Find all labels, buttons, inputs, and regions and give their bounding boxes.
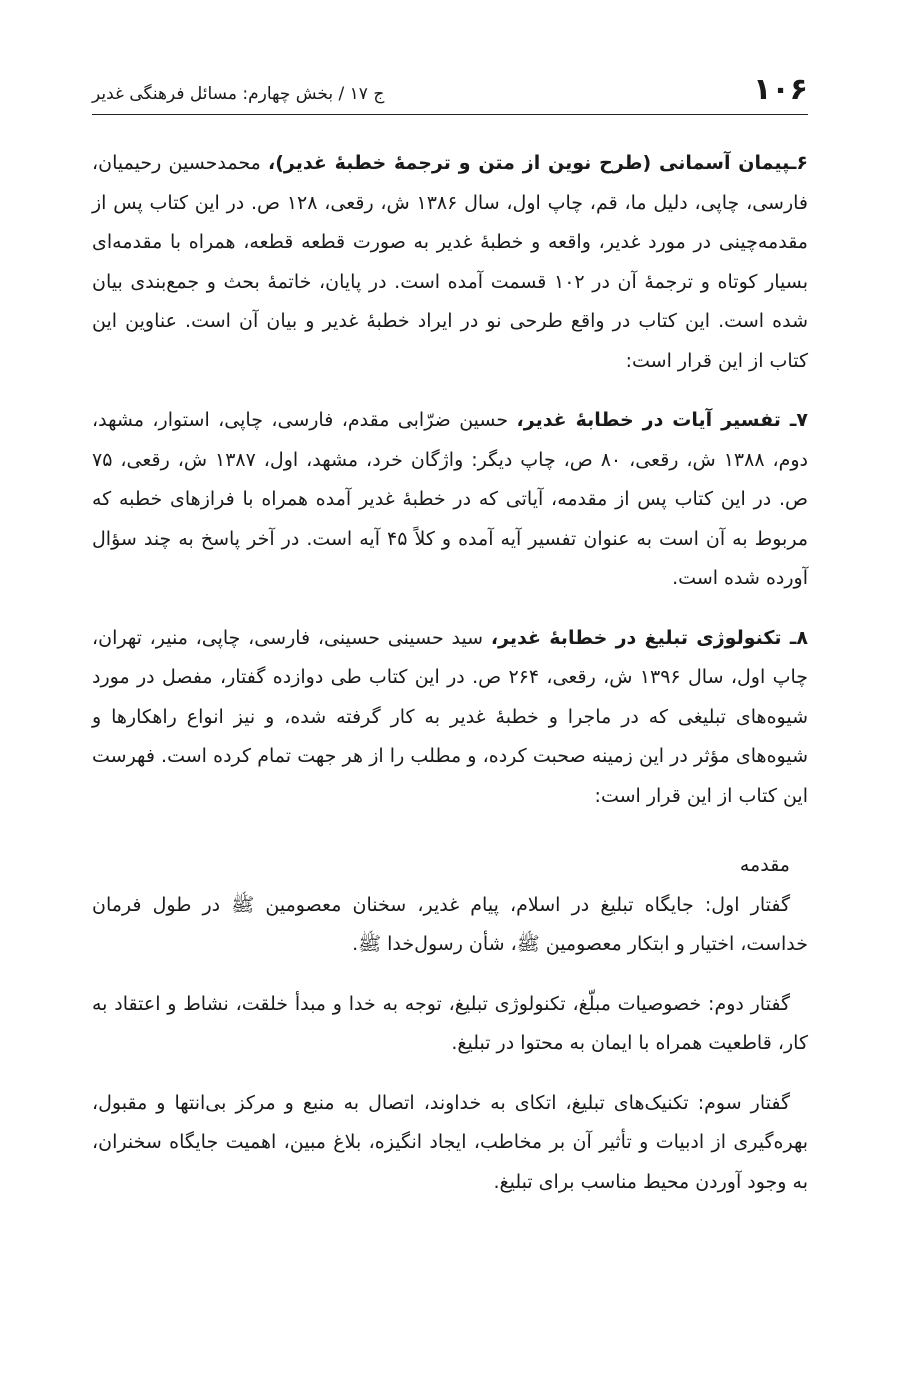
book-entry-8 — [92, 619, 808, 817]
contents-heading: مقدمه — [739, 854, 790, 876]
page-number: ۱۰۶ — [753, 72, 808, 107]
entry-text: محمدحسین رحیمیان، فارسی، چاپی، دلیل ما، قم، چاپ اول، سال ۱۳۸۶ ش، رقعی، ۱۲۸ ص. در این کتاب پس از مقدمه‌چینی در مورد غدیر، واقعه و خطبهٔ غدیر به صورت قطعه قطعه، همراه با مقدمه‌ای بسیار کوتاه و ترجمهٔ آن در ۱۰۲ قسمت آمده است. در پایان، خاتمهٔ بحث و جمع‌بندی بیان شده است. این کتاب در واقع طرحی نو در ایراد خطبهٔ غدیر و بیان آن است. عناوین این کتاب از این قرار است: — [92, 152, 808, 372]
entry-text: سید حسینی حسینی، فارسی، چاپی، منیر، تهران، چاپ اول، سال ۱۳۹۶ ش، رقعی، ۲۶۴ ص. در این کتاب طی دوازده گفتار، مفصل در مورد شیوه‌های تبلیغی که در ماجرا و خطبهٔ غدیر به کار گرفته شده، و نیز انواع راهکارها و شیوه‌های مؤثر در این زمینه صحبت کرده، و مطلب را از هر جهت تمام کرده است. فهرست این کتاب از این قرار است: — [92, 626, 808, 807]
contents-chapter-1: گفتار اول: جایگاه تبلیغ در اسلام، پیام غدیر، سخنان معصومین ﷺ در طول فرمان خداست، اختیار و ابتکار معصومین ﷺ، شأن رسول‌خدا ﷺ. — [92, 893, 808, 955]
book-entry-7 — [92, 401, 808, 599]
contents-chapter-2: گفتار دوم: خصوصیات مبلّغ، تکنولوژی تبلیغ، توجه به خدا و مبدأ خلقت، نشاط و اعتقاد به کار، قاطعیت همراه با ایمان به محتوا در تبلیغ. — [92, 992, 808, 1054]
page-body — [92, 144, 808, 1222]
contents-chapter-3: گفتار سوم: تکنیک‌های تبلیغ، اتکای به خداوند، اتصال به منبع و مرکز بی‌انتها و مقبول، بهره‌گیری از ادبیات و تأثیر آن بر مخاطب، ایجاد انگیزه، بلاغ مبین، اهمیت جایگاه سخنران، به وجود آوردن محیط مناسب برای تبلیغ. — [92, 1091, 808, 1193]
entry-title: ۸ـ تکنولوژی تبلیغ در خطابهٔ غدیر، — [490, 626, 808, 649]
page-header — [92, 62, 808, 115]
entry-title: ۶ـپیمان آسمانی (طرح نوین از متن و ترجمهٔ خطبهٔ غدیر)، — [268, 152, 808, 174]
entry-title: ۷ـ تفسیر آیات در خطابهٔ غدیر، — [516, 409, 808, 431]
book-entry-6 — [92, 144, 808, 381]
entry-text: حسین ضرّابی مقدم، فارسی، چاپی، استوار، مشهد، دوم، ۱۳۸۸ ش، رقعی، ۸۰ ص، چاپ دیگر: واژگان خرد، مشهد، اول، ۱۳۸۷ ش، رقعی، ۷۵ ص. در این کتاب پس از مقدمه، آیاتی که در خطبهٔ غدیر آمده همراه با فرازهای خطبه که مربوط به آن است به عنوان تفسیر آیه آمده و کلاً ۴۵ آیه است. در آخر پاسخ به چند سؤال آورده شده است. — [92, 409, 809, 589]
running-title: ج ۱۷ / بخش چهارم: مسائل فرهنگی غدیر — [92, 84, 385, 104]
